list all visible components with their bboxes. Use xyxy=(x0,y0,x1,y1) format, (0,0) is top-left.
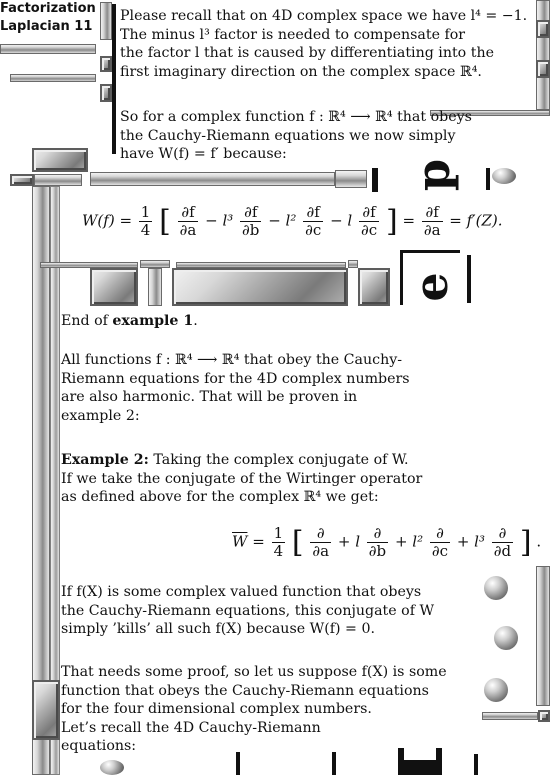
text-line: for the four dimensional complex numbers. xyxy=(61,701,372,717)
side-letter-p: p xyxy=(406,158,460,192)
left-bracket: [ xyxy=(291,525,304,560)
decor-bar xyxy=(400,250,403,305)
page-title xyxy=(0,0,100,34)
eq2-lhs: $\overline{W}$ xyxy=(232,532,248,551)
decor-block xyxy=(32,148,88,172)
decor-bar xyxy=(486,168,490,190)
decor-bar xyxy=(536,0,550,110)
paragraph-5 xyxy=(61,663,447,756)
eq1-rhs: $\frac{\partial f}{\partial a}$ xyxy=(423,203,441,239)
text-line: are also harmonic. That will be proven in xyxy=(61,389,358,405)
text-line: equations: xyxy=(61,738,137,754)
decor-bar xyxy=(335,170,367,188)
eq1-rhs2: = f′(Z). xyxy=(449,211,503,230)
equation-2 xyxy=(232,525,541,560)
decor-bar xyxy=(467,255,471,303)
text-line: If f(X) is some complex valued function that obeys xyxy=(61,584,422,600)
decor-bar xyxy=(100,2,112,40)
decor-block xyxy=(536,60,550,78)
decor-block xyxy=(172,268,348,306)
right-bracket: ] xyxy=(519,525,532,560)
equation-1 xyxy=(82,204,503,239)
decor-block xyxy=(536,20,550,38)
text-line: function that obeys the Cauchy-Riemann equations xyxy=(61,682,429,699)
decor-bar xyxy=(536,566,550,706)
text-line: simply ’kills’ all such f(X) because W(f) = 0. xyxy=(61,621,375,637)
eq1-lhs: W(f) = xyxy=(82,211,133,230)
decor-block xyxy=(100,84,112,102)
left-bracket: [ xyxy=(159,204,171,239)
decor-block xyxy=(538,710,550,722)
decor-block xyxy=(358,268,390,306)
side-letter-e: e xyxy=(404,272,458,302)
decor-ball xyxy=(494,626,518,650)
title-line-2: Laplacian 11 xyxy=(0,19,93,34)
decor-ball xyxy=(484,576,508,600)
text-line: first imaginary direction on the complex space ℝ⁴. xyxy=(120,63,482,80)
decor-bar xyxy=(348,260,358,268)
text-line: Please recall that on 4D complex space we have l⁴ = −1. xyxy=(120,8,528,24)
eq1-term2-prefix: − l³ xyxy=(205,211,234,230)
decor-ball xyxy=(100,760,124,775)
decor-bar xyxy=(482,712,538,720)
right-bracket: ] xyxy=(385,204,398,239)
decor-bar xyxy=(402,760,438,775)
text-line: The minus l³ factor is needed to compensate for xyxy=(120,26,466,43)
decor-block xyxy=(10,174,34,186)
text-line: example 2: xyxy=(61,407,140,424)
decor-bar xyxy=(10,74,96,82)
text-line: the Cauchy-Riemann equations we now simply xyxy=(120,127,456,144)
decor-bar xyxy=(140,260,170,268)
example-2-label: Example 2: xyxy=(61,452,149,468)
text-line: Example 2: Taking the complex conjugate of W. xyxy=(61,452,409,468)
text-line: Riemann equations for the 4D complex numbers xyxy=(61,370,410,387)
text-line: the factor l that is caused by differentiating into the xyxy=(120,45,494,61)
text-line: All functions f : ℝ⁴ ⟶ ℝ⁴ that obey the Cauchy- xyxy=(61,352,403,368)
eq2-coef: $\frac{1}{4}$ xyxy=(273,524,284,560)
eq1-term1: $\frac{\partial f}{\partial a}$ xyxy=(179,203,197,239)
eq1-term2: $\frac{\partial f}{\partial b}$ xyxy=(242,203,260,239)
example-label: example 1 xyxy=(112,313,194,329)
decor-bar xyxy=(474,754,478,775)
text-line: So for a complex function f : ℝ⁴ ⟶ ℝ⁴ that obeys xyxy=(120,109,472,125)
eq2-term1: $\frac{\partial}{\partial a}$ xyxy=(312,524,330,560)
end-example-1: End of example 1. xyxy=(61,313,198,329)
text-line: have W(f) = f′ because: xyxy=(120,146,287,162)
decor-block xyxy=(100,56,112,72)
text-line: as defined above for the complex ℝ⁴ we get: xyxy=(61,489,379,505)
text-line: That needs some proof, so let us suppose f(X) is some xyxy=(61,664,447,680)
decor-bar xyxy=(148,268,162,306)
eq1-coef: $\frac{1}{4}$ xyxy=(140,203,151,239)
decor-bar xyxy=(90,172,335,186)
eq2-term2-prefix: + l xyxy=(337,532,361,551)
eq2-end: . xyxy=(536,532,542,551)
eq2-term3-prefix: + l² xyxy=(394,532,424,551)
paragraph-1 xyxy=(120,7,527,81)
decor-block xyxy=(90,268,138,306)
eq2-term4: $\frac{\partial}{\partial d}$ xyxy=(493,524,512,560)
decor-bar xyxy=(34,174,82,186)
eq1-term4-prefix: − l xyxy=(330,211,353,230)
example-2 xyxy=(61,451,422,507)
decor-ball xyxy=(484,678,508,702)
eq2-term2: $\frac{\partial}{\partial b}$ xyxy=(368,524,387,560)
decor-bar xyxy=(400,250,460,253)
eq1-term3: $\frac{\partial f}{\partial c}$ xyxy=(305,203,322,239)
decor-ball xyxy=(492,168,516,184)
decor-block xyxy=(32,680,60,740)
paragraph-4 xyxy=(61,583,434,639)
title-line-1: Factorization xyxy=(0,1,96,16)
text-line: the Cauchy-Riemann equations, this conjugate of W xyxy=(61,602,435,619)
eq1-term4: $\frac{\partial f}{\partial c}$ xyxy=(361,203,378,239)
text-line: Let’s recall the 4D Cauchy-Riemann xyxy=(61,719,321,736)
eq2-equals: = xyxy=(252,532,265,551)
eq1-equals: = xyxy=(402,211,416,230)
decor-bar xyxy=(112,4,116,154)
paragraph-3 xyxy=(61,351,410,425)
eq2-term3: $\frac{\partial}{\partial c}$ xyxy=(431,524,449,560)
text-line: If we take the conjugate of the Wirtinger operator xyxy=(61,470,423,487)
decor-bar xyxy=(372,168,378,192)
eq1-term3-prefix: − l² xyxy=(268,211,297,230)
paragraph-2 xyxy=(120,108,472,164)
eq2-term4-prefix: + l³ xyxy=(456,532,485,551)
decor-bar xyxy=(0,44,96,54)
